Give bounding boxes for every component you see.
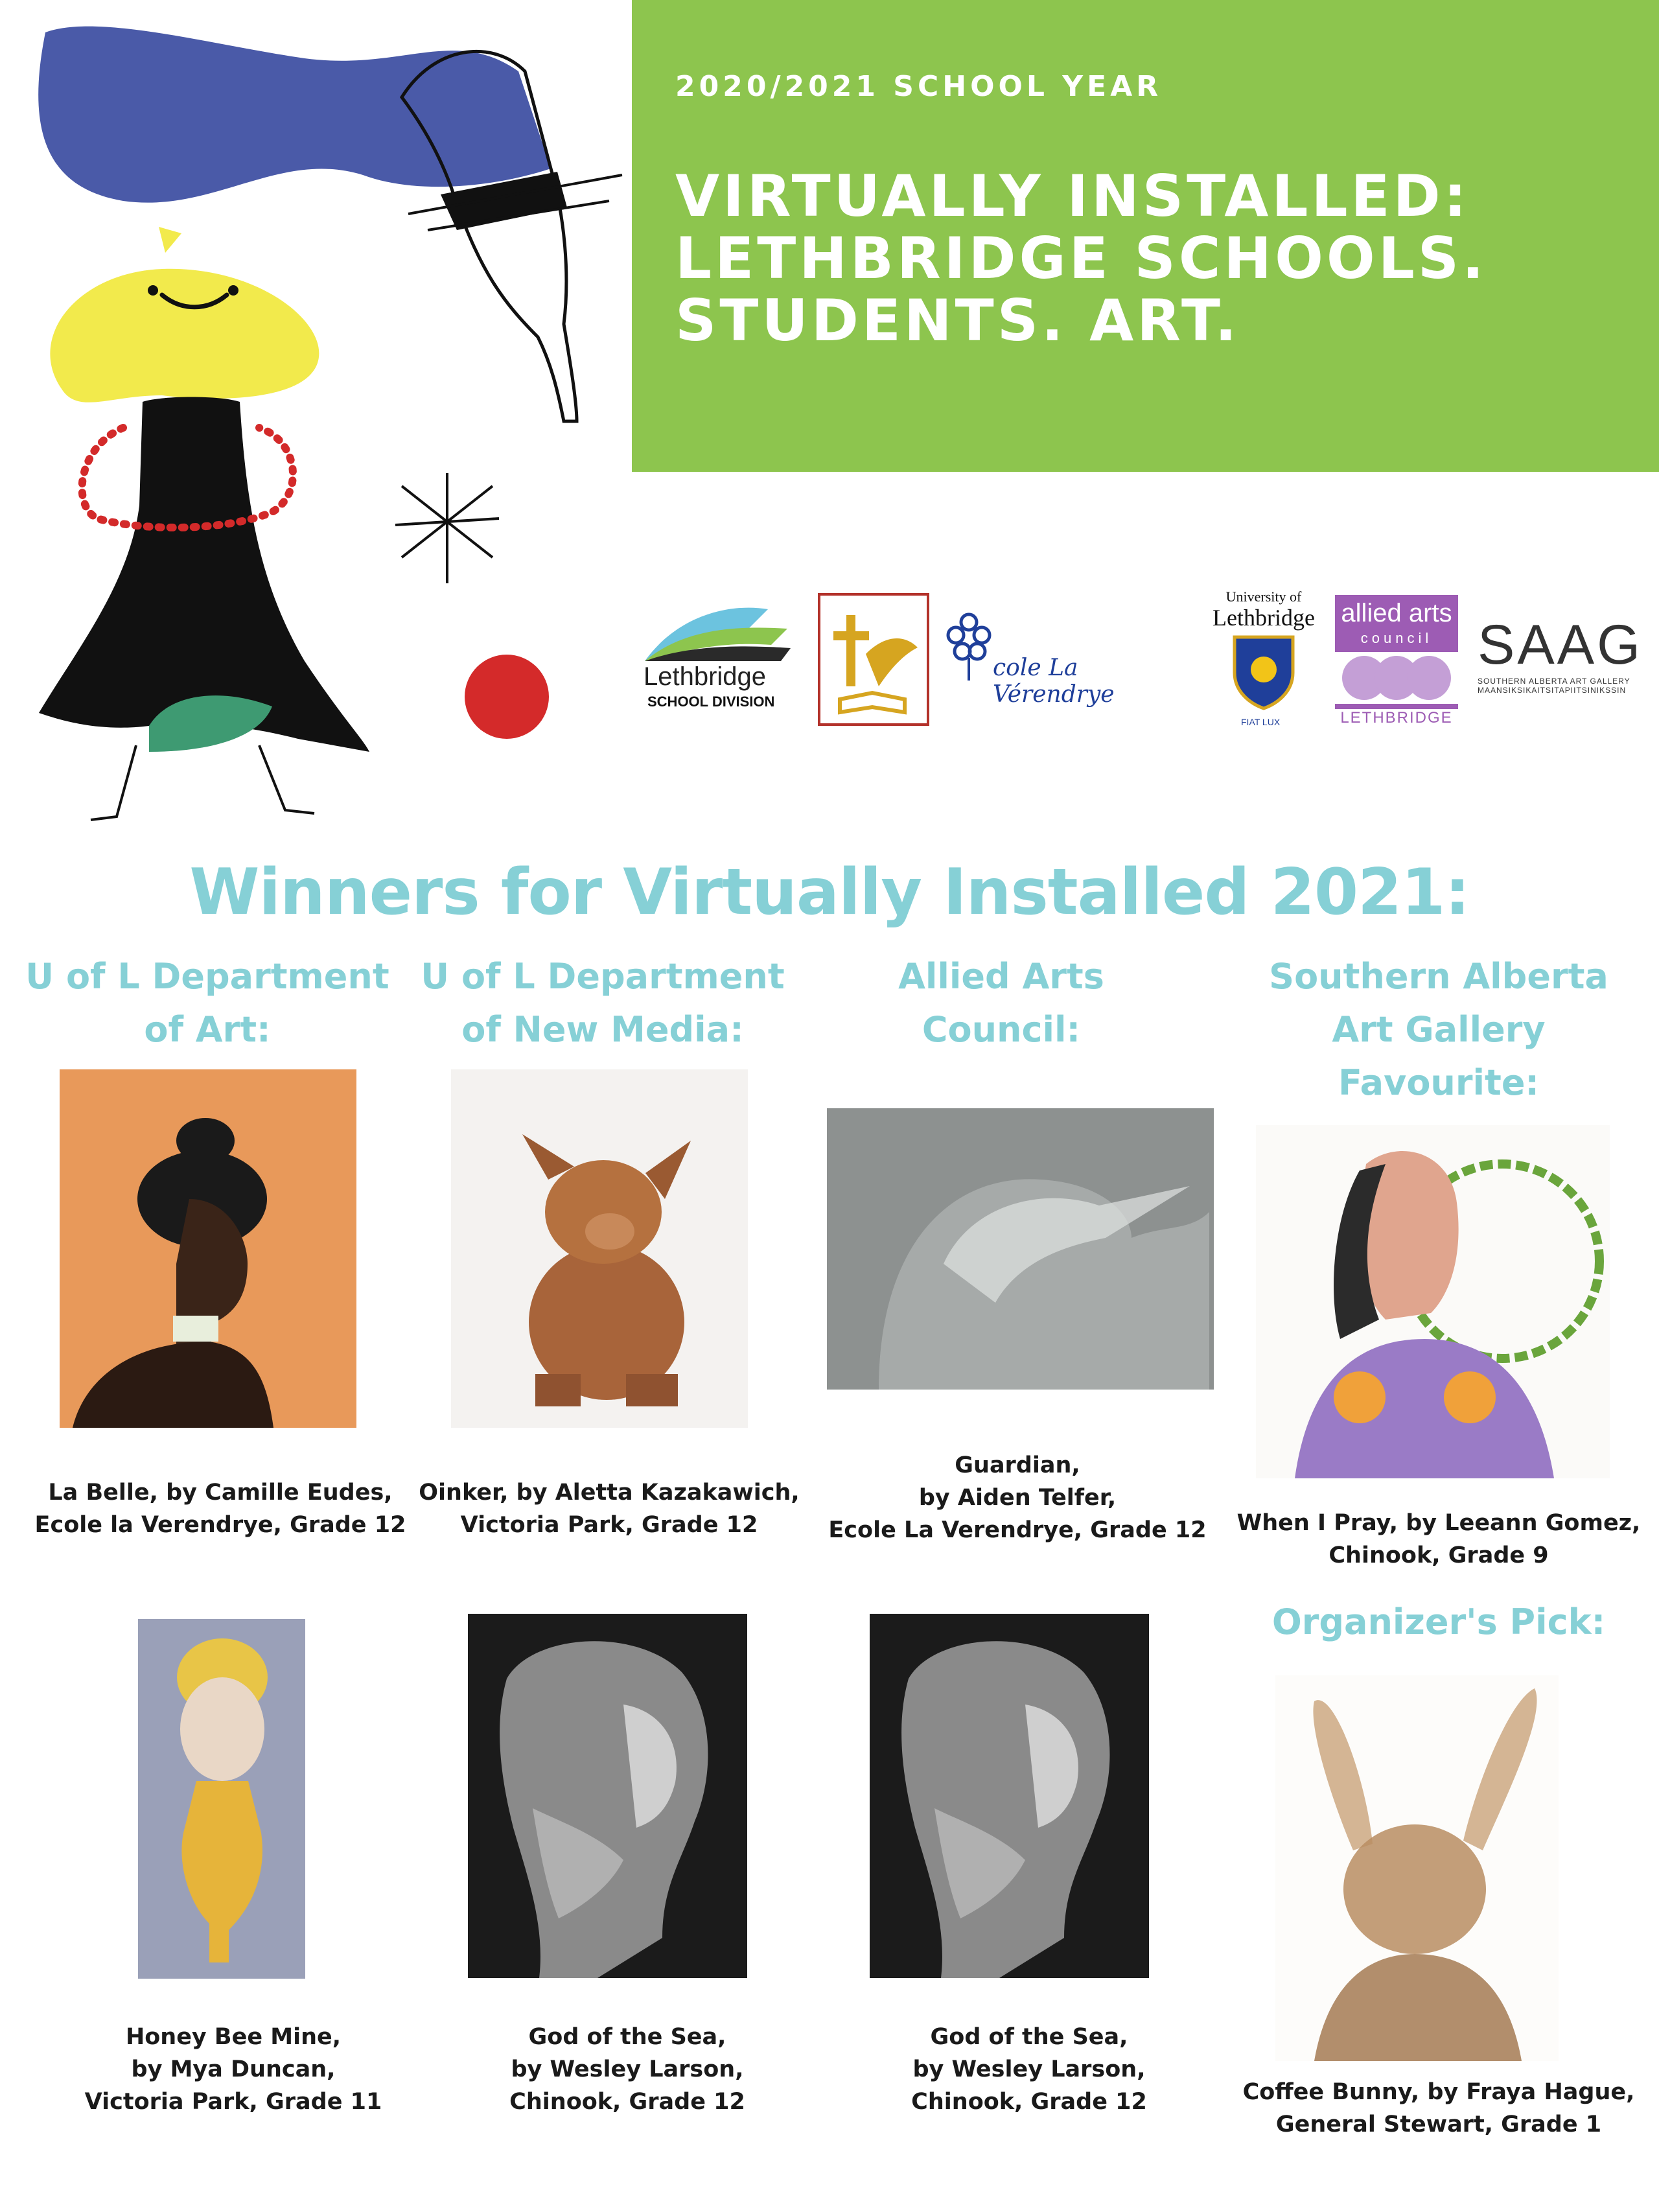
school-year: 2020/2021 SCHOOL YEAR: [675, 70, 1163, 103]
caption-god-of-the-sea-2: [822, 2021, 1236, 2118]
banner-title-line-1: VIRTUALLY INSTALLED:: [675, 163, 1470, 229]
category-line: Southern Alberta: [1269, 956, 1608, 997]
caption-line: Honey Bee Mine,: [125, 2024, 342, 2050]
lethbridge-logo-sub: SCHOOL DIVISION: [647, 693, 775, 710]
caption-coffee-bunny: [1218, 2076, 1659, 2141]
artwork-god-of-the-sea-1: [468, 1614, 747, 1978]
crest-icon: [820, 596, 927, 723]
artwork-coffee-bunny: [1275, 1675, 1559, 2061]
caption-line: Victoria Park, Grade 11: [84, 2089, 382, 2115]
caption-line: La Belle, by Camille Eudes,: [48, 1480, 393, 1506]
decorative-illustration: [0, 0, 632, 843]
banner-title-line-3: STUDENTS. ART.: [675, 287, 1240, 354]
artwork-god-of-the-sea-2: [870, 1614, 1149, 1978]
saag-logo-name: SAAG: [1478, 614, 1643, 676]
category-line: Favourite:: [1338, 1062, 1540, 1103]
winners-title: Winners for Virtually Installed 2021:: [189, 856, 1470, 929]
caption-line: Chinook, Grade 9: [1328, 1543, 1549, 1568]
caption-line: God of the Sea,: [930, 2024, 1128, 2050]
swoosh-icon: [638, 590, 794, 668]
flower-icon: [946, 609, 992, 681]
saag-logo-sub2: MAANSIKSIKAITSITAPIITSINIKSSIN: [1478, 686, 1627, 695]
banner-title-line-2: LETHBRIDGE SCHOOLS.: [675, 225, 1487, 292]
artwork-guardian: [827, 1108, 1214, 1390]
caption-oinker: [402, 1476, 817, 1541]
caption-line: Ecole La Verendrye, Grade 12: [828, 1517, 1207, 1543]
caption-guardian: [820, 1449, 1215, 1546]
red-circle: [465, 655, 549, 739]
catholic-school-crest: [818, 593, 929, 726]
category-uofl-new-media: [395, 950, 810, 1056]
artwork-when-i-pray: [1256, 1125, 1610, 1478]
yellow-head: [50, 269, 319, 402]
ecole-la-verendrye-logo: [946, 609, 1205, 708]
allied-logo-line1: allied arts: [1341, 599, 1452, 627]
shield-icon: [1228, 634, 1299, 712]
category-allied-arts: [810, 950, 1192, 1056]
artwork-honey-bee-mine: [138, 1619, 305, 1979]
category-saag-favourite: [1218, 950, 1659, 1110]
artwork-la-belle: [60, 1069, 356, 1428]
caption-line: Oinker, by Aletta Kazakawich,: [419, 1480, 800, 1506]
caption-line: God of the Sea,: [528, 2024, 726, 2050]
caption-line: Ecole la Verendrye, Grade 12: [34, 1512, 406, 1538]
star-shape: [395, 473, 499, 583]
lethbridge-school-division-logo: [638, 590, 794, 719]
caption-line: by Wesley Larson,: [511, 2056, 744, 2082]
allied-logo-line3: LETHBRIDGE: [1335, 709, 1458, 728]
caption-line: Chinook, Grade 12: [911, 2089, 1147, 2115]
artwork-oinker: [451, 1069, 748, 1428]
university-of-lethbridge-logo: [1212, 588, 1316, 731]
caption-line: by Mya Duncan,: [131, 2056, 336, 2082]
category-line: of Art:: [144, 1009, 271, 1050]
uofl-top-text: University of: [1225, 588, 1302, 605]
uofl-motto: FIAT LUX: [1241, 717, 1281, 727]
caption-line: by Aiden Telfer,: [918, 1485, 1117, 1511]
category-organizers-pick: Organizer's Pick:: [1271, 1601, 1606, 1642]
caption-line: by Wesley Larson,: [912, 2056, 1146, 2082]
saag-logo: [1478, 616, 1659, 693]
caption-when-i-pray: [1218, 1507, 1659, 1572]
allied-arts-council-logo: [1335, 595, 1458, 728]
caption-line: Victoria Park, Grade 12: [460, 1512, 758, 1538]
caption-la-belle: [19, 1476, 421, 1541]
saag-logo-sub1: SOUTHERN ALBERTA ART GALLERY: [1478, 677, 1630, 686]
caption-line: Coffee Bunny, by Fraya Hague,: [1242, 2079, 1635, 2105]
category-line: Art Gallery: [1332, 1009, 1546, 1050]
caption-line: General Stewart, Grade 1: [1275, 2112, 1602, 2137]
category-uofl-art: [0, 950, 415, 1056]
allied-logo-line2: council: [1360, 630, 1433, 646]
caption-god-of-the-sea-1: [420, 2021, 835, 2118]
lethbridge-logo-name: Lethbridge: [644, 662, 767, 691]
caption-line: Guardian,: [955, 1452, 1080, 1478]
circles-icon: [1335, 652, 1458, 704]
ecole-logo-text: cole La Vérendrye: [993, 655, 1115, 708]
caption-honey-bee-mine: [26, 2021, 441, 2118]
category-line: Council:: [922, 1009, 1081, 1050]
uofl-name-text: Lethbridge: [1212, 605, 1315, 631]
category-line: U of L Department: [421, 956, 785, 997]
category-line: of New Media:: [461, 1009, 744, 1050]
caption-line: When I Pray, by Leeann Gomez,: [1236, 1510, 1641, 1536]
category-line: Allied Arts: [898, 956, 1104, 997]
category-line: U of L Department: [25, 956, 389, 997]
caption-line: Chinook, Grade 12: [509, 2089, 745, 2115]
